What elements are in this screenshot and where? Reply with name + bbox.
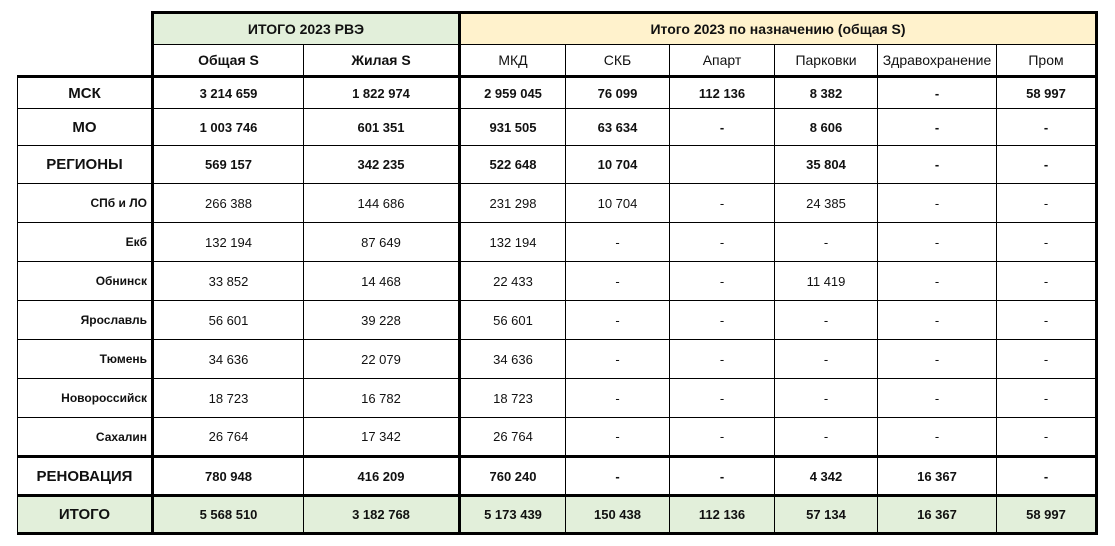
table-row xyxy=(18,146,1097,184)
table-cell: 39 228 xyxy=(304,301,460,340)
table-cell: - xyxy=(878,146,997,184)
table-cell: - xyxy=(997,262,1097,301)
table-cell: 63 634 xyxy=(566,109,670,146)
table-cell: - xyxy=(670,340,775,379)
row-label: СПб и ЛО xyxy=(18,184,153,223)
table-cell xyxy=(670,146,775,184)
table-cell: - xyxy=(566,340,670,379)
table-cell: 132 194 xyxy=(153,223,304,262)
table-cell: - xyxy=(997,146,1097,184)
table-cell: 601 351 xyxy=(304,109,460,146)
table-cell: 5 568 510 xyxy=(153,496,304,534)
table-cell: 24 385 xyxy=(775,184,878,223)
row-label: Новороссийск xyxy=(18,379,153,418)
table-cell: - xyxy=(670,418,775,457)
corner-cell xyxy=(18,13,153,45)
table-cell: - xyxy=(566,262,670,301)
table-cell: - xyxy=(997,340,1097,379)
table-cell: - xyxy=(997,457,1097,496)
table-cell: 3 182 768 xyxy=(304,496,460,534)
table-cell: - xyxy=(878,340,997,379)
table-row xyxy=(18,184,1097,223)
row-label: МО xyxy=(18,109,153,146)
col-header-parking: Парковки xyxy=(775,45,878,77)
table-cell: - xyxy=(566,301,670,340)
table-cell: - xyxy=(878,262,997,301)
table-cell: - xyxy=(878,223,997,262)
table-cell: 18 723 xyxy=(460,379,566,418)
table-cell: - xyxy=(878,301,997,340)
table-cell: 3 214 659 xyxy=(153,77,304,109)
table-cell: 5 173 439 xyxy=(460,496,566,534)
table-cell: - xyxy=(878,77,997,109)
table-cell: - xyxy=(997,184,1097,223)
table-cell: 22 433 xyxy=(460,262,566,301)
table-cell: - xyxy=(997,418,1097,457)
table-cell: 22 079 xyxy=(304,340,460,379)
table-cell: 10 704 xyxy=(566,146,670,184)
table-cell: 87 649 xyxy=(304,223,460,262)
table-cell: - xyxy=(878,184,997,223)
summary-table xyxy=(17,11,1098,535)
row-label: МСК xyxy=(18,77,153,109)
table-cell: 2 959 045 xyxy=(460,77,566,109)
row-label: ИТОГО xyxy=(18,496,153,534)
col-header-living-area: Жилая S xyxy=(304,45,460,77)
table-cell: 16 782 xyxy=(304,379,460,418)
table-cell: 150 438 xyxy=(566,496,670,534)
col-header-healthcare: Здравохранение xyxy=(878,45,997,77)
table-cell: - xyxy=(878,418,997,457)
row-label: Обнинск xyxy=(18,262,153,301)
row-label: Ярославль xyxy=(18,301,153,340)
table-cell: - xyxy=(670,184,775,223)
table-cell: 266 388 xyxy=(153,184,304,223)
row-label: Екб xyxy=(18,223,153,262)
table-cell: 760 240 xyxy=(460,457,566,496)
table-cell: - xyxy=(878,379,997,418)
table-cell: 132 194 xyxy=(460,223,566,262)
table-cell: 8 382 xyxy=(775,77,878,109)
table-row xyxy=(18,457,1097,496)
table-cell: 522 648 xyxy=(460,146,566,184)
table-cell: - xyxy=(775,340,878,379)
table-cell: 10 704 xyxy=(566,184,670,223)
table-cell: 34 636 xyxy=(153,340,304,379)
table-cell: - xyxy=(997,223,1097,262)
table-row xyxy=(18,418,1097,457)
table-cell: 8 606 xyxy=(775,109,878,146)
table-cell: - xyxy=(566,223,670,262)
table-cell: 11 419 xyxy=(775,262,878,301)
row-label: РЕНОВАЦИЯ xyxy=(18,457,153,496)
table-cell: 16 367 xyxy=(878,496,997,534)
table-cell: - xyxy=(566,379,670,418)
table-cell: 144 686 xyxy=(304,184,460,223)
table-cell: - xyxy=(670,223,775,262)
table-cell: 112 136 xyxy=(670,496,775,534)
table-cell: 26 764 xyxy=(153,418,304,457)
table-cell: - xyxy=(775,223,878,262)
table-cell: - xyxy=(670,109,775,146)
table-row xyxy=(18,301,1097,340)
table-cell: - xyxy=(775,301,878,340)
table-cell: 56 601 xyxy=(460,301,566,340)
table-cell: 56 601 xyxy=(153,301,304,340)
table-cell: 569 157 xyxy=(153,146,304,184)
table-row xyxy=(18,109,1097,146)
table-cell: 17 342 xyxy=(304,418,460,457)
table-row xyxy=(18,223,1097,262)
table-cell: 58 997 xyxy=(997,77,1097,109)
table-cell: 416 209 xyxy=(304,457,460,496)
table-row xyxy=(18,496,1097,534)
table-cell: 18 723 xyxy=(153,379,304,418)
table-cell: 76 099 xyxy=(566,77,670,109)
table-cell: - xyxy=(566,457,670,496)
table-row xyxy=(18,77,1097,109)
table-cell: 342 235 xyxy=(304,146,460,184)
table-cell: - xyxy=(997,379,1097,418)
col-header-skb: СКБ xyxy=(566,45,670,77)
table-row xyxy=(18,379,1097,418)
table-cell: 35 804 xyxy=(775,146,878,184)
table-cell: 57 134 xyxy=(775,496,878,534)
col-header-apart: Апарт xyxy=(670,45,775,77)
row-label: Тюмень xyxy=(18,340,153,379)
table-cell: 1 822 974 xyxy=(304,77,460,109)
table-cell: 780 948 xyxy=(153,457,304,496)
table-cell: - xyxy=(878,109,997,146)
table-cell: 931 505 xyxy=(460,109,566,146)
table-cell: 1 003 746 xyxy=(153,109,304,146)
group-header-rve: ИТОГО 2023 РВЭ xyxy=(153,13,460,45)
row-label: Сахалин xyxy=(18,418,153,457)
table-cell: - xyxy=(775,418,878,457)
table-cell: 26 764 xyxy=(460,418,566,457)
corner-cell xyxy=(18,45,153,77)
table-cell: 33 852 xyxy=(153,262,304,301)
table-cell: 58 997 xyxy=(997,496,1097,534)
table-cell: - xyxy=(670,457,775,496)
table-cell: 16 367 xyxy=(878,457,997,496)
col-header-total-area: Общая S xyxy=(153,45,304,77)
table-cell: 231 298 xyxy=(460,184,566,223)
table-cell: - xyxy=(670,301,775,340)
table-cell: - xyxy=(566,418,670,457)
table-row xyxy=(18,340,1097,379)
row-label: РЕГИОНЫ xyxy=(18,146,153,184)
table-cell: 4 342 xyxy=(775,457,878,496)
table-cell: 112 136 xyxy=(670,77,775,109)
group-header-purpose: Итого 2023 по назначению (общая S) xyxy=(460,13,1097,45)
table-row xyxy=(18,262,1097,301)
table-cell: 14 468 xyxy=(304,262,460,301)
col-header-industrial: Пром xyxy=(997,45,1097,77)
table-cell: - xyxy=(670,379,775,418)
col-header-mkd: МКД xyxy=(460,45,566,77)
table-cell: - xyxy=(997,301,1097,340)
table-cell: - xyxy=(997,109,1097,146)
table-cell: - xyxy=(670,262,775,301)
table-cell: 34 636 xyxy=(460,340,566,379)
table-cell: - xyxy=(775,379,878,418)
